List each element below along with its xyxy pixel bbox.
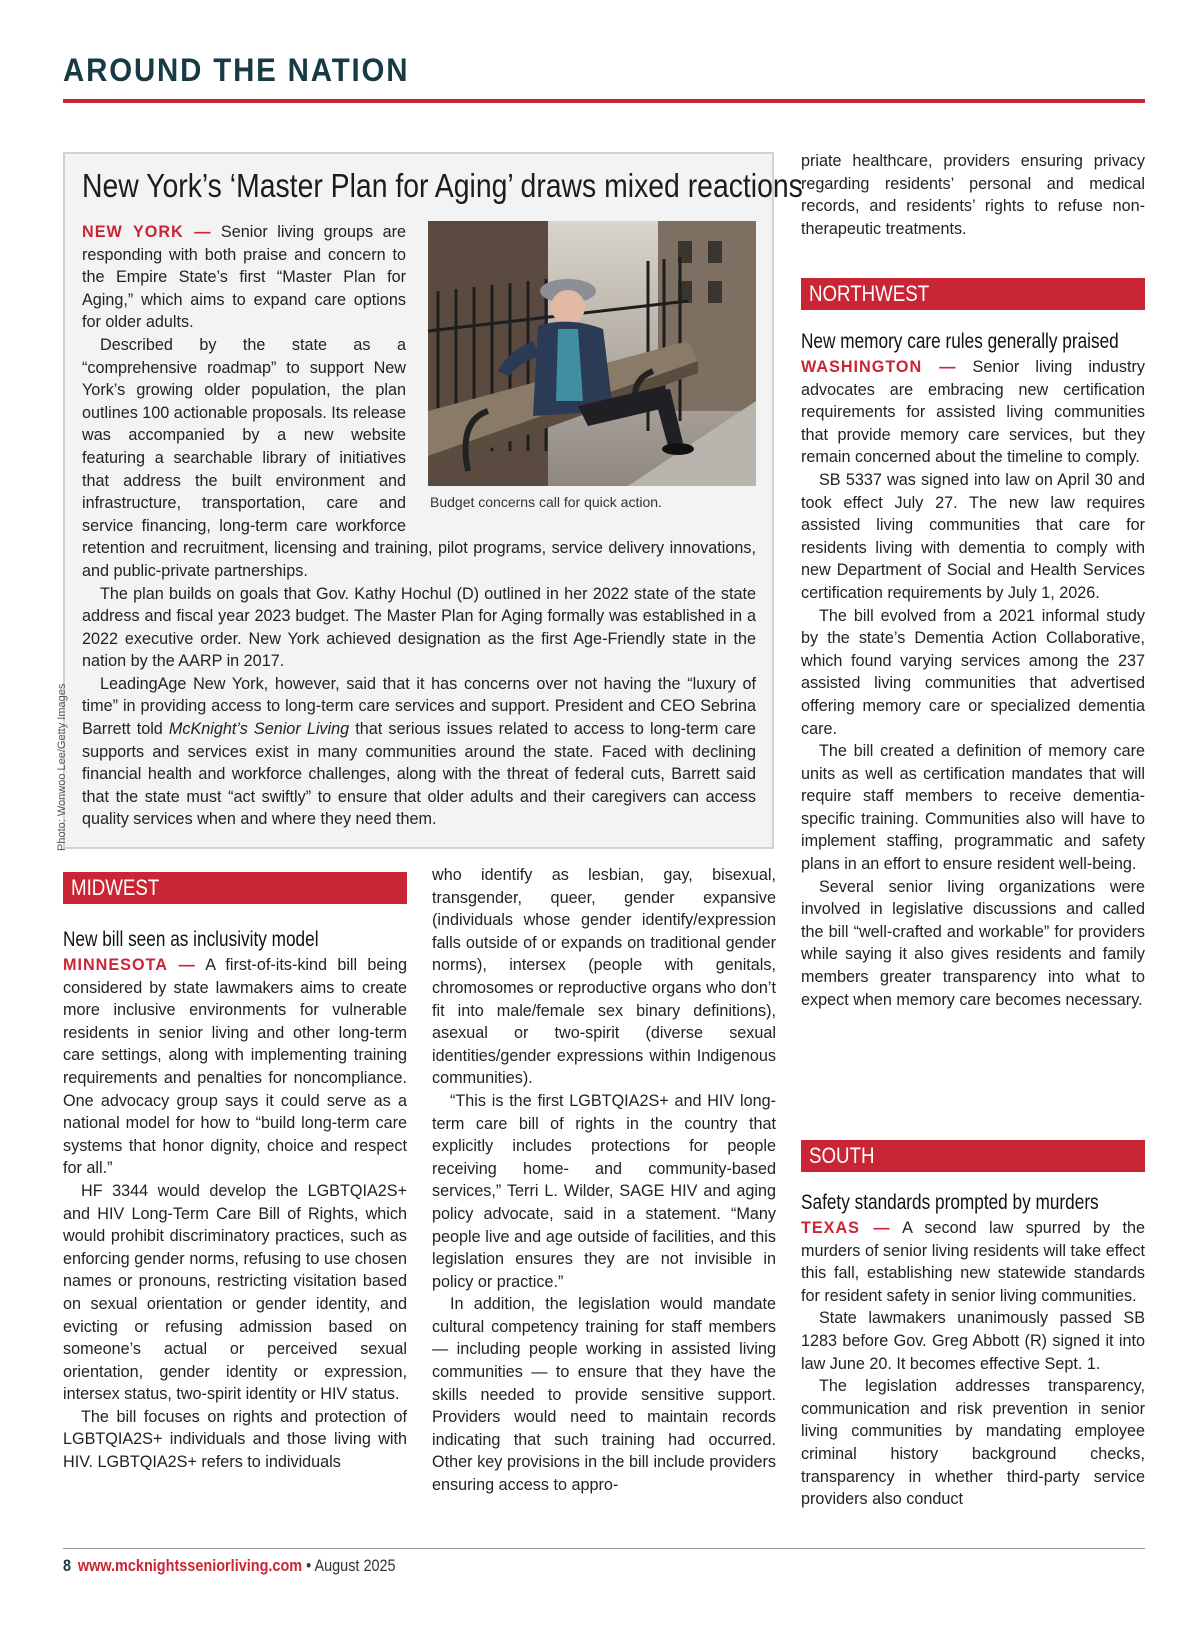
story-headline-northwest: New memory care rules generally praised bbox=[801, 330, 1119, 353]
region-bar-midwest bbox=[63, 872, 407, 904]
midwest-paragraph: In addition, the legislation would mandate cultural competency training for staff members — including people working in assisted living communities — to ensure that they have the skills needed to provide sensitive support. Providers would need to maintain records indicating that such training had occurred. Other key provisions in the bill include providers ensuring access to appro- bbox=[432, 1295, 776, 1495]
region-label-northwest: NORTHWEST bbox=[809, 281, 930, 306]
midwest-paragraph: The bill focuses on rights and protection of LGBTQIA2S+ individuals and those living with HIV. LGBTQIA2S+ refers to individuals bbox=[63, 1407, 407, 1472]
footer-separator: • bbox=[302, 1556, 315, 1575]
south-p1-text: A second law spurred by the murders of senior living residents will take effect this fall, establishing new statewide standards for resident safety in senior living communities. bbox=[801, 1219, 1146, 1305]
northwest-paragraph bbox=[801, 356, 1145, 469]
midwest-paragraph bbox=[63, 954, 407, 1180]
story-headline-midwest: New bill seen as inclusivity model bbox=[63, 928, 319, 951]
feature-photo-block bbox=[428, 221, 756, 516]
feature-dateline: NEW YORK — bbox=[82, 223, 212, 241]
region-label-south: SOUTH bbox=[809, 1143, 875, 1168]
page-footer bbox=[63, 1556, 396, 1576]
south-paragraph: The legislation addresses transparency, communication and risk prevention in senior living communities by mandating employee criminal history background checks, transparency in whether third-party service providers also conduct bbox=[801, 1377, 1145, 1509]
northwest-paragraph: The bill created a definition of memory care units as well as certification mandates that will require staff members to receive dementia-specific training. Communities also will have to implement staffing, programmatic and safety plans in an effort to ensure resident well-being. bbox=[801, 742, 1145, 874]
photo-caption: Budget concerns call for quick action. bbox=[430, 494, 662, 510]
feature-paragraph: The plan builds on goals that Gov. Kathy Hochul (D) outlined in her 2022 state of the state address and fiscal year 2023 budget. The Master Plan for Aging formally was established in a 2022 executive order. New York achieved designation as the first Age-Friendly state in the nation by the AARP in 2017. bbox=[82, 584, 756, 671]
midwest-column-2 bbox=[432, 864, 776, 1497]
northwest-paragraph: SB 5337 was signed into law on April 30 and took effect July 27. The new law requires assisted living communities that care for residents living with dementia to comply with new Department of Social and Health Services certification requirements by July 1, 2026. bbox=[801, 470, 1145, 602]
story-headline-south: Safety standards prompted by murders bbox=[801, 1191, 1099, 1214]
region-bar-south bbox=[801, 1140, 1145, 1172]
section-title: AROUND THE NATION bbox=[63, 52, 410, 88]
northwest-dateline: WASHINGTON — bbox=[801, 358, 957, 376]
midwest-paragraph: who identify as lesbian, gay, bisexual, transgender, queer, gender expansive (individuals whose gender identify/expression falls outside of or expands on traditional gender norms), intersex (people with genitals, chromosomes or reproductive organs who don’t fit into male/female sex binary definitions), asexual or two-spirit (diverse sexual identities/gender expressions within Indigenous communities). bbox=[432, 866, 776, 1088]
south-paragraph: State lawmakers unanimously passed SB 1283 before Gov. Greg Abbott (R) signed it into law June 20. It becomes effective Sept. 1. bbox=[801, 1309, 1145, 1373]
midwest-dateline: MINNESOTA — bbox=[63, 956, 196, 974]
region-label-midwest: MIDWEST bbox=[71, 875, 160, 900]
feature-article bbox=[82, 221, 756, 831]
south-paragraph bbox=[801, 1217, 1145, 1307]
feature-paragraph bbox=[82, 673, 756, 831]
feature-p4b: that serious issues related to access to long-term care supports and services exist in many communities around the state. Faced with declining financial health and workforce challenges, along with the threat of federal cuts, Barrett said that the state must “act swiftly” to ensure that older adults and their caregivers can access quality services when and where they need them. bbox=[82, 720, 756, 829]
header-rule bbox=[63, 99, 1145, 103]
south-dateline: TEXAS — bbox=[801, 1219, 891, 1237]
feature-p4a: LeadingAge New York, however, said that it has concerns over not having the “luxury of time” in providing access to long-term care services and support. President and CEO Sebrina Barrett told bbox=[82, 674, 756, 739]
midwest-paragraph: priate healthcare, providers ensuring privacy regarding residents’ personal and medical records, and residents’ rights to refuse non-therapeutic treatments. bbox=[801, 152, 1145, 238]
northwest-paragraph: The bill evolved from a 2021 informal study by the state’s Dementia Action Collaborative, which found varying services among the 237 assisted living communities that advertised offering memory care or specialized dementia care. bbox=[801, 606, 1145, 738]
midwest-continuation bbox=[801, 150, 1145, 240]
publication-name: McKnight’s Senior Living bbox=[168, 720, 350, 739]
page-number: 8 bbox=[63, 1556, 72, 1575]
south-column bbox=[801, 1217, 1145, 1511]
feature-photo bbox=[428, 221, 756, 486]
feature-headline: New York’s ‘Master Plan for Aging’ draws mixed reactions bbox=[82, 167, 803, 204]
northwest-paragraph: Several senior living organizations were involved in legislative discussions and called the bill “well-crafted and workable” for providers while saying it also gives residents and family members greater transparency into what to expect when memory care becomes necessary. bbox=[801, 877, 1145, 1009]
region-bar-northwest bbox=[801, 278, 1145, 310]
photo-credit: Photo: Wonwoo Lee/Getty Images bbox=[56, 683, 68, 851]
issue-date: August 2025 bbox=[314, 1556, 396, 1575]
midwest-paragraph: HF 3344 would develop the LGBTQIA2S+ and HIV Long-Term Care Bill of Rights, which would prohibit discriminatory practices, such as enforcing gender norms, refusing to use chosen names or pronouns, restricting visitation based on sexual orientation or gender identity, and evicting or refusing admission based on someone’s actual or perceived sexual orientation, gender identity or expression, intersex status, two-spirit identity or HIV status. bbox=[63, 1181, 407, 1404]
footer-rule bbox=[63, 1548, 1145, 1549]
midwest-column-1 bbox=[63, 954, 407, 1474]
feature-box bbox=[63, 152, 803, 849]
website-link[interactable]: www.mcknightsseniorliving.com bbox=[77, 1556, 303, 1575]
midwest-paragraph: “This is the first LGBTQIA2S+ and HIV long-term care bill of rights in the country that explicitly includes protections for people receiving home- and community-based services,” Terri L. Wilder, SAGE HIV and aging policy advocate, said in a statement. “Many people live and age outside of facilities, and this legislation ensures they are not invisible in policy or practice.” bbox=[432, 1091, 776, 1291]
feature-p1-text: Senior living groups are responding with both praise and concern to the Empire State’s first “Master Plan for Aging,” which aims to expand care options for older adults. bbox=[82, 223, 406, 332]
midwest-p1-text: A first-of-its-kind bill being considered by state lawmakers aims to create more inclusive environments for vulnerable residents in senior living and other long-term care settings, along with implementing training requirements and penalties for noncompliance. One advocacy group says it could serve as a national model for how to “build long-term care systems that honor dignity, choice and respect for all.” bbox=[63, 956, 408, 1178]
northwest-column bbox=[801, 356, 1145, 1011]
feature-paragraph: Described by the state as a “comprehensive roadmap” to support New York’s growing older population, the plan outlines 100 actionable proposals. Its release was accompanied by a new website featuring a searchable library of initiatives that address the built environment and infrastructure, transportation, care and service financing, long-term care workforce retention and recruitment, licensing and training, pilot programs, service delivery innovations, and public-private partnerships. bbox=[82, 335, 756, 580]
northwest-p1-text: Senior living industry advocates are embracing new certification requirements for assisted living communities that provide memory care services, but they remain concerned about the timeline to comply. bbox=[801, 358, 1145, 467]
